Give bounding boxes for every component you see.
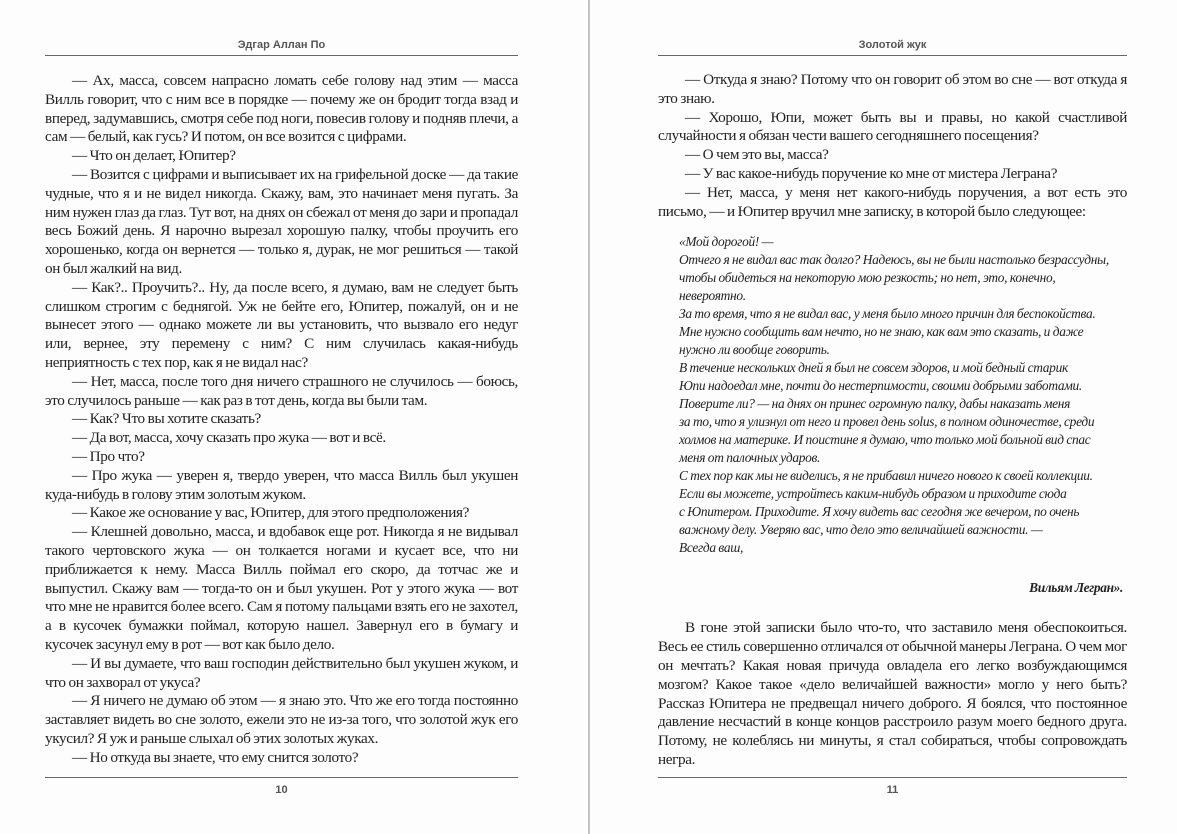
letter-line: меня от палочных ударов. (679, 450, 821, 466)
left-page-body (45, 72, 518, 772)
letter-line: Всегда ваш, (679, 540, 744, 556)
paragraph: — Ах, масса, совсем напрасно ломать себе голову над этим — масса Вилль говорит, что с ним все в порядке — почему же он бродит тогда взад и вперед, задумавшись, смотря себе под ноги, повесив голову и подняв плечи, а сам — белый, как гусь? И потом, он все возится с цифрами. (45, 72, 518, 146)
running-head-author: Эдгар Аллан По (237, 39, 326, 51)
page-number: 11 (886, 784, 899, 796)
page-number: 10 (275, 784, 288, 796)
paragraph: — Клешней довольно, масса, и вдобавок еще рот. Никогда я не видывал такого чертовского жука — он толкается ногами и кусает все, что ни приближается к нему. Масса Вилль поймал его скоро, да тотчас же и выпустил. Скажу вам — тогда-то он и был укушен. Рот у этого жука — вот что мне не нравится более всего. Сам я потому пальцами взять его не захотел, а в кусочек бумажки поймал, которую нашел. Завернул его в бумагу и кусочек засунул ему в рот — вот как было дело. (45, 523, 518, 653)
paragraph: — Но откуда вы знаете, что ему снится золото? (72, 748, 359, 766)
paragraph: — Как?.. Проучить?.. Ну, да после всего, я думаю, вам не следует быть слишком строгим с беднягой. Уж не бейте его, Юпитер, пожалуй, он и не вынесет этого — однако можете ли вы установить, что вызвало его недуг или, вернее, эту перемену с ним? С ним случилась какая-нибудь неприятность с тех пор, как я не видал нас? (45, 278, 518, 371)
right-page (658, 0, 1127, 834)
left-page (45, 0, 518, 834)
right-page-body (658, 71, 1127, 771)
quoted-letter (679, 233, 1127, 557)
paragraph: — Какое же основание у вас, Юпитер, для этого предположения? (72, 504, 470, 522)
paragraph: — Я ничего не думаю об этом — я знаю это. Что же его тогда постоянно заставляет видеть во сне золото, ежели это не из-за того, что золотой жук его укусил? Я уж и раньше слыхал об этих золотых жуках. (45, 692, 518, 747)
letter-line: В течение нескольких дней я был не совсем здоров, и мой бедный старик (679, 360, 1068, 376)
letter-signature: Вильям Легран». (1029, 580, 1123, 596)
letter-line: с Юпитером. Приходите. Я хочу видеть вас сегодня же вечером, по очень (679, 504, 1080, 520)
paragraph: — И вы думаете, что ваш господин действительно был укушен жуком, и что он захворал от укуса? (45, 654, 518, 691)
footer-rule (658, 777, 1127, 778)
letter-line: Мне нужно сообщить вам нечто, но не знаю, как вам это сказать, и даже (679, 324, 1084, 340)
paragraph: — Про жука — уверен я, твердо уверен, что масса Вилль был укушен куда-нибудь в голову этим золотым жуком. (45, 466, 518, 503)
letter-line: нужно ли вообще говорить. (679, 342, 830, 358)
paragraph: — Хорошо, Юпи, может быть вы и правы, но какой счастливой случайности я обязан чести вашего сегодняшнего посещения? (658, 108, 1127, 145)
paragraph: — Нет, масса, у меня нет какого-нибудь поручения, а вот есть это письмо, — и Юпитер вручил мне записку, в которой было следующее: (658, 183, 1127, 220)
paragraph: — Да вот, масса, хочу сказать про жука — вот и всё. (72, 429, 386, 447)
letter-line: Отчего я не видал вас так долго? Надеюсь, вы не были настолько безрассудны, (679, 252, 1109, 268)
paragraph: — Как? Что вы хотите сказать? (72, 410, 261, 428)
running-head-title: Золотой жук (858, 39, 927, 51)
letter-line: важному делу. Уверяю вас, что дело это величайшей важности. — (679, 522, 1043, 538)
paragraph: В гоне этой записки было что-то, что заставило меня обеспокоиться. Весь ее стиль совершенно отличался от обычной манеры Леграна. О чем мог он мечтать? Какая новая причуда овладела его легко возбуждающимся мозгом? Какое такое «дело величайшей важности» могло у него быть? Рассказ Юпитера не предвещал ничего доброго. Я боялся, что постоянное давление несчастий в конце концов расстроило разум моего бедного друга. Потому, не колеблясь ни минуты, я стал собираться, чтобы сопровождать негра. (658, 619, 1127, 768)
paragraph: — Про что? (72, 447, 145, 465)
header-rule (45, 55, 518, 56)
paragraph: — Возится с цифрами и выписывает их на грифельной доске — да такие чудные, что я и не видел никогда. Скажу, вам, это начинает меня пугать. За ним нужен глаз да глаз. Тут вот, на днях он сбежал от меня до зари и пропадал весь Божий день. Я нарочно вырезал хорошую палку, чтобы проучить его хорошенько, когда он вернется — только я, дурак, не мог решиться — такой он был жалкий на вид. (45, 165, 518, 277)
paragraph: — О чем это вы, масса? (685, 146, 829, 164)
book-spine-divider (588, 0, 590, 834)
letter-line: С тех пор как мы не виделись, я не прибавил ничего нового к своей коллекции. (679, 468, 1093, 484)
letter-line: «Мой дорогой! — (679, 234, 774, 250)
letter-line: Юпи надоедал мне, почти до нестерпимости, своими добрыми заботами. (679, 378, 1082, 394)
footer-rule (45, 777, 518, 778)
letter-line: Если вы можете, устройтесь каким-нибудь образом и приходите сюда (679, 486, 1067, 502)
letter-line: чтобы обидеться на некоторую мою резкость; но нет, это, конечно, (679, 270, 1056, 286)
letter-line: за то, что я улизнул от него и провел день solus, в полном одиночестве, среди (679, 414, 1095, 430)
header-rule (658, 55, 1127, 56)
paragraph: — У вас какое-нибудь поручение ко мне от мистера Леграна? (685, 164, 1058, 182)
paragraph: — Нет, масса, после того дня ничего страшного не случилось — боюсь, это случилось раньше — как раз в тот день, когда вы были там. (45, 372, 518, 409)
letter-line: невероятно. (679, 288, 746, 304)
letter-line: За то время, что я не видал вас, у меня было много причин для беспокойства. (679, 306, 1096, 322)
letter-line: Поверите ли? — на днях он принес огромную палку, дабы наказать меня (679, 396, 1071, 412)
paragraph: — Откуда я знаю? Потому что он говорит об этом во сне — вот откуда я это знаю. (658, 71, 1127, 107)
paragraph: — Что он делает, Юпитер? (72, 147, 236, 165)
letter-line: холмов на материке. И поистине я думаю, что только мой больной вид спас (679, 432, 1091, 448)
